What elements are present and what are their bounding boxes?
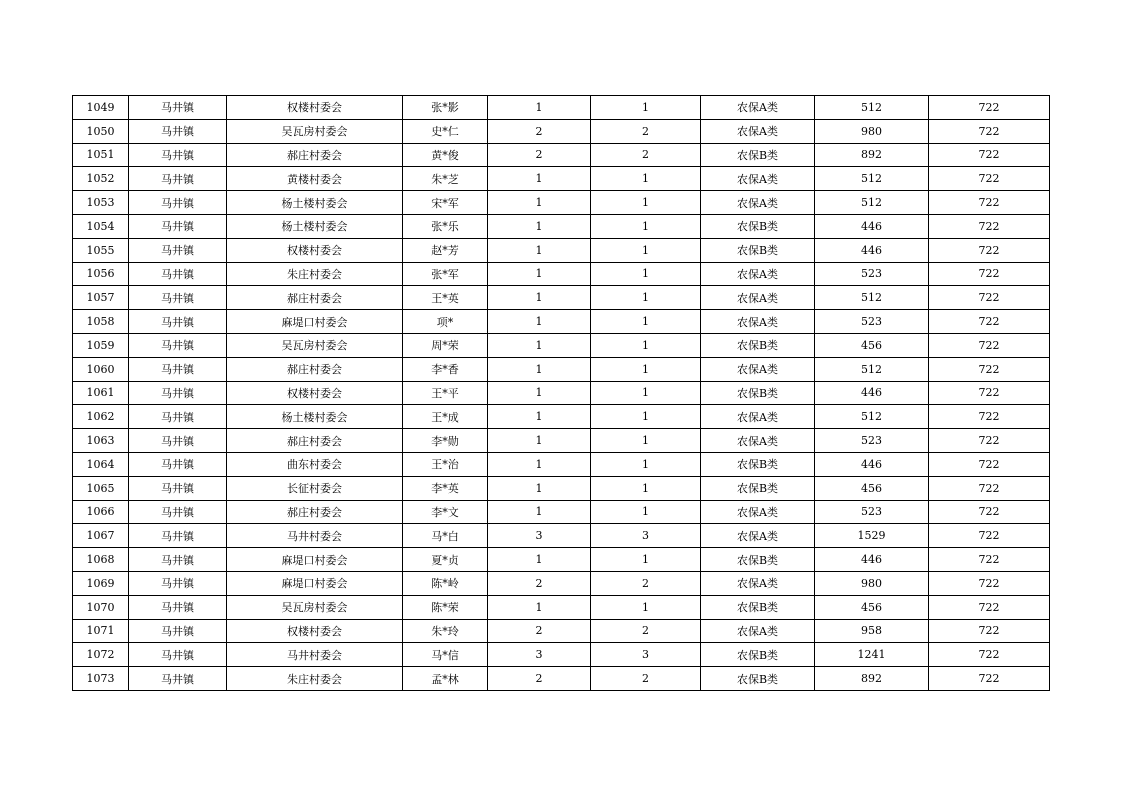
amount-cell: 958 xyxy=(815,619,929,643)
town-cell: 马井镇 xyxy=(129,167,227,191)
row-number-cell: 1064 xyxy=(73,452,129,476)
count-cell-b: 2 xyxy=(591,667,701,691)
count-cell-b: 3 xyxy=(591,524,701,548)
name-cell: 李*文 xyxy=(403,500,488,524)
standard-cell: 722 xyxy=(929,643,1050,667)
town-cell: 马井镇 xyxy=(129,595,227,619)
town-cell: 马井镇 xyxy=(129,429,227,453)
amount-cell: 892 xyxy=(815,667,929,691)
amount-cell: 523 xyxy=(815,262,929,286)
count-cell-b: 1 xyxy=(591,286,701,310)
row-number-cell: 1072 xyxy=(73,643,129,667)
count-cell-a: 1 xyxy=(488,500,591,524)
village-committee-cell: 朱庄村委会 xyxy=(227,262,403,286)
table-row xyxy=(73,405,1050,429)
table-row xyxy=(73,143,1050,167)
village-committee-cell: 麻堤口村委会 xyxy=(227,571,403,595)
village-committee-cell: 权楼村委会 xyxy=(227,96,403,120)
count-cell-a: 1 xyxy=(488,333,591,357)
row-number-cell: 1065 xyxy=(73,476,129,500)
amount-cell: 523 xyxy=(815,500,929,524)
count-cell-b: 2 xyxy=(591,571,701,595)
village-committee-cell: 杨土楼村委会 xyxy=(227,191,403,215)
town-cell: 马井镇 xyxy=(129,214,227,238)
village-committee-cell: 麻堤口村委会 xyxy=(227,548,403,572)
insurance-type-cell: 农保A类 xyxy=(701,429,815,453)
name-cell: 项* xyxy=(403,310,488,334)
count-cell-a: 2 xyxy=(488,571,591,595)
village-committee-cell: 郝庄村委会 xyxy=(227,500,403,524)
count-cell-a: 1 xyxy=(488,262,591,286)
count-cell-b: 1 xyxy=(591,429,701,453)
village-committee-cell: 权楼村委会 xyxy=(227,238,403,262)
town-cell: 马井镇 xyxy=(129,643,227,667)
name-cell: 马*白 xyxy=(403,524,488,548)
name-cell: 史*仁 xyxy=(403,119,488,143)
insurance-type-cell: 农保B类 xyxy=(701,214,815,238)
row-number-cell: 1063 xyxy=(73,429,129,453)
row-number-cell: 1049 xyxy=(73,96,129,120)
row-number-cell: 1073 xyxy=(73,667,129,691)
table-row xyxy=(73,333,1050,357)
insurance-type-cell: 农保A类 xyxy=(701,96,815,120)
table-row xyxy=(73,524,1050,548)
count-cell-a: 1 xyxy=(488,310,591,334)
amount-cell: 512 xyxy=(815,357,929,381)
insurance-type-cell: 农保B类 xyxy=(701,667,815,691)
standard-cell: 722 xyxy=(929,595,1050,619)
town-cell: 马井镇 xyxy=(129,119,227,143)
row-number-cell: 1062 xyxy=(73,405,129,429)
row-number-cell: 1053 xyxy=(73,191,129,215)
insurance-type-cell: 农保A类 xyxy=(701,524,815,548)
count-cell-a: 2 xyxy=(488,143,591,167)
count-cell-a: 1 xyxy=(488,214,591,238)
name-cell: 孟*林 xyxy=(403,667,488,691)
row-number-cell: 1070 xyxy=(73,595,129,619)
row-number-cell: 1059 xyxy=(73,333,129,357)
insurance-type-cell: 农保B类 xyxy=(701,476,815,500)
town-cell: 马井镇 xyxy=(129,476,227,500)
count-cell-a: 1 xyxy=(488,548,591,572)
village-committee-cell: 麻堤口村委会 xyxy=(227,310,403,334)
name-cell: 马*信 xyxy=(403,643,488,667)
table-row xyxy=(73,452,1050,476)
row-number-cell: 1067 xyxy=(73,524,129,548)
standard-cell: 722 xyxy=(929,667,1050,691)
name-cell: 张*影 xyxy=(403,96,488,120)
insurance-type-cell: 农保A类 xyxy=(701,286,815,310)
standard-cell: 722 xyxy=(929,571,1050,595)
name-cell: 陈*岭 xyxy=(403,571,488,595)
count-cell-b: 1 xyxy=(591,238,701,262)
village-committee-cell: 吴瓦房村委会 xyxy=(227,119,403,143)
count-cell-a: 1 xyxy=(488,286,591,310)
standard-cell: 722 xyxy=(929,524,1050,548)
name-cell: 黄*俊 xyxy=(403,143,488,167)
amount-cell: 512 xyxy=(815,167,929,191)
table-row xyxy=(73,381,1050,405)
count-cell-a: 2 xyxy=(488,119,591,143)
amount-cell: 446 xyxy=(815,381,929,405)
village-committee-cell: 杨土楼村委会 xyxy=(227,214,403,238)
count-cell-a: 1 xyxy=(488,429,591,453)
amount-cell: 512 xyxy=(815,96,929,120)
name-cell: 朱*芝 xyxy=(403,167,488,191)
table-row xyxy=(73,191,1050,215)
amount-cell: 456 xyxy=(815,333,929,357)
amount-cell: 523 xyxy=(815,429,929,453)
count-cell-a: 3 xyxy=(488,643,591,667)
count-cell-a: 2 xyxy=(488,619,591,643)
name-cell: 王*治 xyxy=(403,452,488,476)
insurance-type-cell: 农保B类 xyxy=(701,643,815,667)
count-cell-b: 2 xyxy=(591,143,701,167)
insurance-type-cell: 农保B类 xyxy=(701,333,815,357)
standard-cell: 722 xyxy=(929,96,1050,120)
amount-cell: 456 xyxy=(815,595,929,619)
village-committee-cell: 郝庄村委会 xyxy=(227,357,403,381)
standard-cell: 722 xyxy=(929,238,1050,262)
standard-cell: 722 xyxy=(929,405,1050,429)
village-committee-cell: 吴瓦房村委会 xyxy=(227,333,403,357)
insurance-type-cell: 农保A类 xyxy=(701,357,815,381)
name-cell: 王*英 xyxy=(403,286,488,310)
standard-cell: 722 xyxy=(929,119,1050,143)
insurance-type-cell: 农保B类 xyxy=(701,238,815,262)
amount-cell: 1529 xyxy=(815,524,929,548)
standard-cell: 722 xyxy=(929,452,1050,476)
data-table xyxy=(72,95,1050,691)
amount-cell: 523 xyxy=(815,310,929,334)
standard-cell: 722 xyxy=(929,191,1050,215)
count-cell-a: 1 xyxy=(488,476,591,500)
name-cell: 李*英 xyxy=(403,476,488,500)
standard-cell: 722 xyxy=(929,167,1050,191)
count-cell-b: 1 xyxy=(591,595,701,619)
name-cell: 赵*芳 xyxy=(403,238,488,262)
table-row xyxy=(73,167,1050,191)
count-cell-b: 1 xyxy=(591,262,701,286)
town-cell: 马井镇 xyxy=(129,500,227,524)
town-cell: 马井镇 xyxy=(129,143,227,167)
amount-cell: 446 xyxy=(815,452,929,476)
amount-cell: 446 xyxy=(815,214,929,238)
table-row xyxy=(73,357,1050,381)
table-row xyxy=(73,643,1050,667)
table-row xyxy=(73,238,1050,262)
row-number-cell: 1058 xyxy=(73,310,129,334)
village-committee-cell: 黄楼村委会 xyxy=(227,167,403,191)
amount-cell: 512 xyxy=(815,405,929,429)
row-number-cell: 1061 xyxy=(73,381,129,405)
village-committee-cell: 马井村委会 xyxy=(227,524,403,548)
standard-cell: 722 xyxy=(929,143,1050,167)
insurance-type-cell: 农保A类 xyxy=(701,571,815,595)
village-committee-cell: 郝庄村委会 xyxy=(227,429,403,453)
count-cell-b: 1 xyxy=(591,96,701,120)
insurance-type-cell: 农保B类 xyxy=(701,381,815,405)
village-committee-cell: 吴瓦房村委会 xyxy=(227,595,403,619)
count-cell-b: 1 xyxy=(591,333,701,357)
name-cell: 夏*贞 xyxy=(403,548,488,572)
table-row xyxy=(73,571,1050,595)
table-row xyxy=(73,262,1050,286)
table-row xyxy=(73,500,1050,524)
village-committee-cell: 权楼村委会 xyxy=(227,381,403,405)
village-committee-cell: 曲东村委会 xyxy=(227,452,403,476)
amount-cell: 456 xyxy=(815,476,929,500)
count-cell-b: 2 xyxy=(591,619,701,643)
count-cell-b: 1 xyxy=(591,357,701,381)
table-row xyxy=(73,595,1050,619)
insurance-type-cell: 农保A类 xyxy=(701,310,815,334)
count-cell-a: 1 xyxy=(488,167,591,191)
row-number-cell: 1060 xyxy=(73,357,129,381)
count-cell-b: 2 xyxy=(591,119,701,143)
insurance-type-cell: 农保B类 xyxy=(701,143,815,167)
table-row xyxy=(73,96,1050,120)
name-cell: 王*平 xyxy=(403,381,488,405)
count-cell-a: 1 xyxy=(488,191,591,215)
standard-cell: 722 xyxy=(929,286,1050,310)
row-number-cell: 1051 xyxy=(73,143,129,167)
count-cell-b: 1 xyxy=(591,214,701,238)
table-row xyxy=(73,476,1050,500)
table-row xyxy=(73,310,1050,334)
insurance-type-cell: 农保A类 xyxy=(701,405,815,429)
standard-cell: 722 xyxy=(929,381,1050,405)
insurance-type-cell: 农保B类 xyxy=(701,452,815,476)
village-committee-cell: 权楼村委会 xyxy=(227,619,403,643)
standard-cell: 722 xyxy=(929,262,1050,286)
count-cell-b: 1 xyxy=(591,452,701,476)
town-cell: 马井镇 xyxy=(129,191,227,215)
row-number-cell: 1069 xyxy=(73,571,129,595)
insurance-type-cell: 农保A类 xyxy=(701,500,815,524)
name-cell: 王*成 xyxy=(403,405,488,429)
count-cell-a: 1 xyxy=(488,238,591,262)
standard-cell: 722 xyxy=(929,619,1050,643)
standard-cell: 722 xyxy=(929,333,1050,357)
table-body xyxy=(73,96,1050,691)
row-number-cell: 1068 xyxy=(73,548,129,572)
row-number-cell: 1055 xyxy=(73,238,129,262)
town-cell: 马井镇 xyxy=(129,571,227,595)
count-cell-b: 1 xyxy=(591,548,701,572)
insurance-type-cell: 农保A类 xyxy=(701,262,815,286)
town-cell: 马井镇 xyxy=(129,310,227,334)
amount-cell: 446 xyxy=(815,548,929,572)
count-cell-a: 1 xyxy=(488,452,591,476)
town-cell: 马井镇 xyxy=(129,96,227,120)
amount-cell: 980 xyxy=(815,119,929,143)
town-cell: 马井镇 xyxy=(129,262,227,286)
count-cell-b: 1 xyxy=(591,405,701,429)
row-number-cell: 1066 xyxy=(73,500,129,524)
name-cell: 陈*荣 xyxy=(403,595,488,619)
name-cell: 周*荣 xyxy=(403,333,488,357)
count-cell-b: 3 xyxy=(591,643,701,667)
town-cell: 马井镇 xyxy=(129,452,227,476)
count-cell-a: 1 xyxy=(488,381,591,405)
amount-cell: 512 xyxy=(815,191,929,215)
town-cell: 马井镇 xyxy=(129,548,227,572)
town-cell: 马井镇 xyxy=(129,357,227,381)
standard-cell: 722 xyxy=(929,476,1050,500)
town-cell: 马井镇 xyxy=(129,238,227,262)
count-cell-b: 1 xyxy=(591,500,701,524)
village-committee-cell: 朱庄村委会 xyxy=(227,667,403,691)
amount-cell: 512 xyxy=(815,286,929,310)
town-cell: 马井镇 xyxy=(129,333,227,357)
name-cell: 张*乐 xyxy=(403,214,488,238)
town-cell: 马井镇 xyxy=(129,524,227,548)
table-row xyxy=(73,214,1050,238)
town-cell: 马井镇 xyxy=(129,286,227,310)
table-row xyxy=(73,286,1050,310)
village-committee-cell: 马井村委会 xyxy=(227,643,403,667)
table-row xyxy=(73,619,1050,643)
standard-cell: 722 xyxy=(929,310,1050,334)
insurance-type-cell: 农保B类 xyxy=(701,595,815,619)
insurance-type-cell: 农保A类 xyxy=(701,119,815,143)
amount-cell: 446 xyxy=(815,238,929,262)
village-committee-cell: 长征村委会 xyxy=(227,476,403,500)
name-cell: 李*香 xyxy=(403,357,488,381)
town-cell: 马井镇 xyxy=(129,619,227,643)
count-cell-a: 1 xyxy=(488,405,591,429)
standard-cell: 722 xyxy=(929,548,1050,572)
village-committee-cell: 郝庄村委会 xyxy=(227,286,403,310)
count-cell-b: 1 xyxy=(591,167,701,191)
row-number-cell: 1057 xyxy=(73,286,129,310)
table-row xyxy=(73,119,1050,143)
count-cell-a: 3 xyxy=(488,524,591,548)
count-cell-b: 1 xyxy=(591,310,701,334)
standard-cell: 722 xyxy=(929,429,1050,453)
row-number-cell: 1054 xyxy=(73,214,129,238)
insurance-type-cell: 农保A类 xyxy=(701,167,815,191)
row-number-cell: 1071 xyxy=(73,619,129,643)
row-number-cell: 1056 xyxy=(73,262,129,286)
standard-cell: 722 xyxy=(929,357,1050,381)
amount-cell: 892 xyxy=(815,143,929,167)
count-cell-a: 1 xyxy=(488,357,591,381)
amount-cell: 980 xyxy=(815,571,929,595)
count-cell-b: 1 xyxy=(591,476,701,500)
name-cell: 李*勋 xyxy=(403,429,488,453)
row-number-cell: 1052 xyxy=(73,167,129,191)
insurance-type-cell: 农保B类 xyxy=(701,548,815,572)
town-cell: 马井镇 xyxy=(129,667,227,691)
village-committee-cell: 郝庄村委会 xyxy=(227,143,403,167)
insurance-type-cell: 农保A类 xyxy=(701,191,815,215)
standard-cell: 722 xyxy=(929,214,1050,238)
table-row xyxy=(73,548,1050,572)
count-cell-a: 1 xyxy=(488,595,591,619)
insurance-type-cell: 农保A类 xyxy=(701,619,815,643)
village-committee-cell: 杨土楼村委会 xyxy=(227,405,403,429)
count-cell-b: 1 xyxy=(591,191,701,215)
standard-cell: 722 xyxy=(929,500,1050,524)
name-cell: 张*军 xyxy=(403,262,488,286)
row-number-cell: 1050 xyxy=(73,119,129,143)
town-cell: 马井镇 xyxy=(129,405,227,429)
town-cell: 马井镇 xyxy=(129,381,227,405)
table-row xyxy=(73,429,1050,453)
count-cell-a: 1 xyxy=(488,96,591,120)
name-cell: 朱*玲 xyxy=(403,619,488,643)
amount-cell: 1241 xyxy=(815,643,929,667)
count-cell-a: 2 xyxy=(488,667,591,691)
count-cell-b: 1 xyxy=(591,381,701,405)
table-row xyxy=(73,667,1050,691)
name-cell: 宋*军 xyxy=(403,191,488,215)
